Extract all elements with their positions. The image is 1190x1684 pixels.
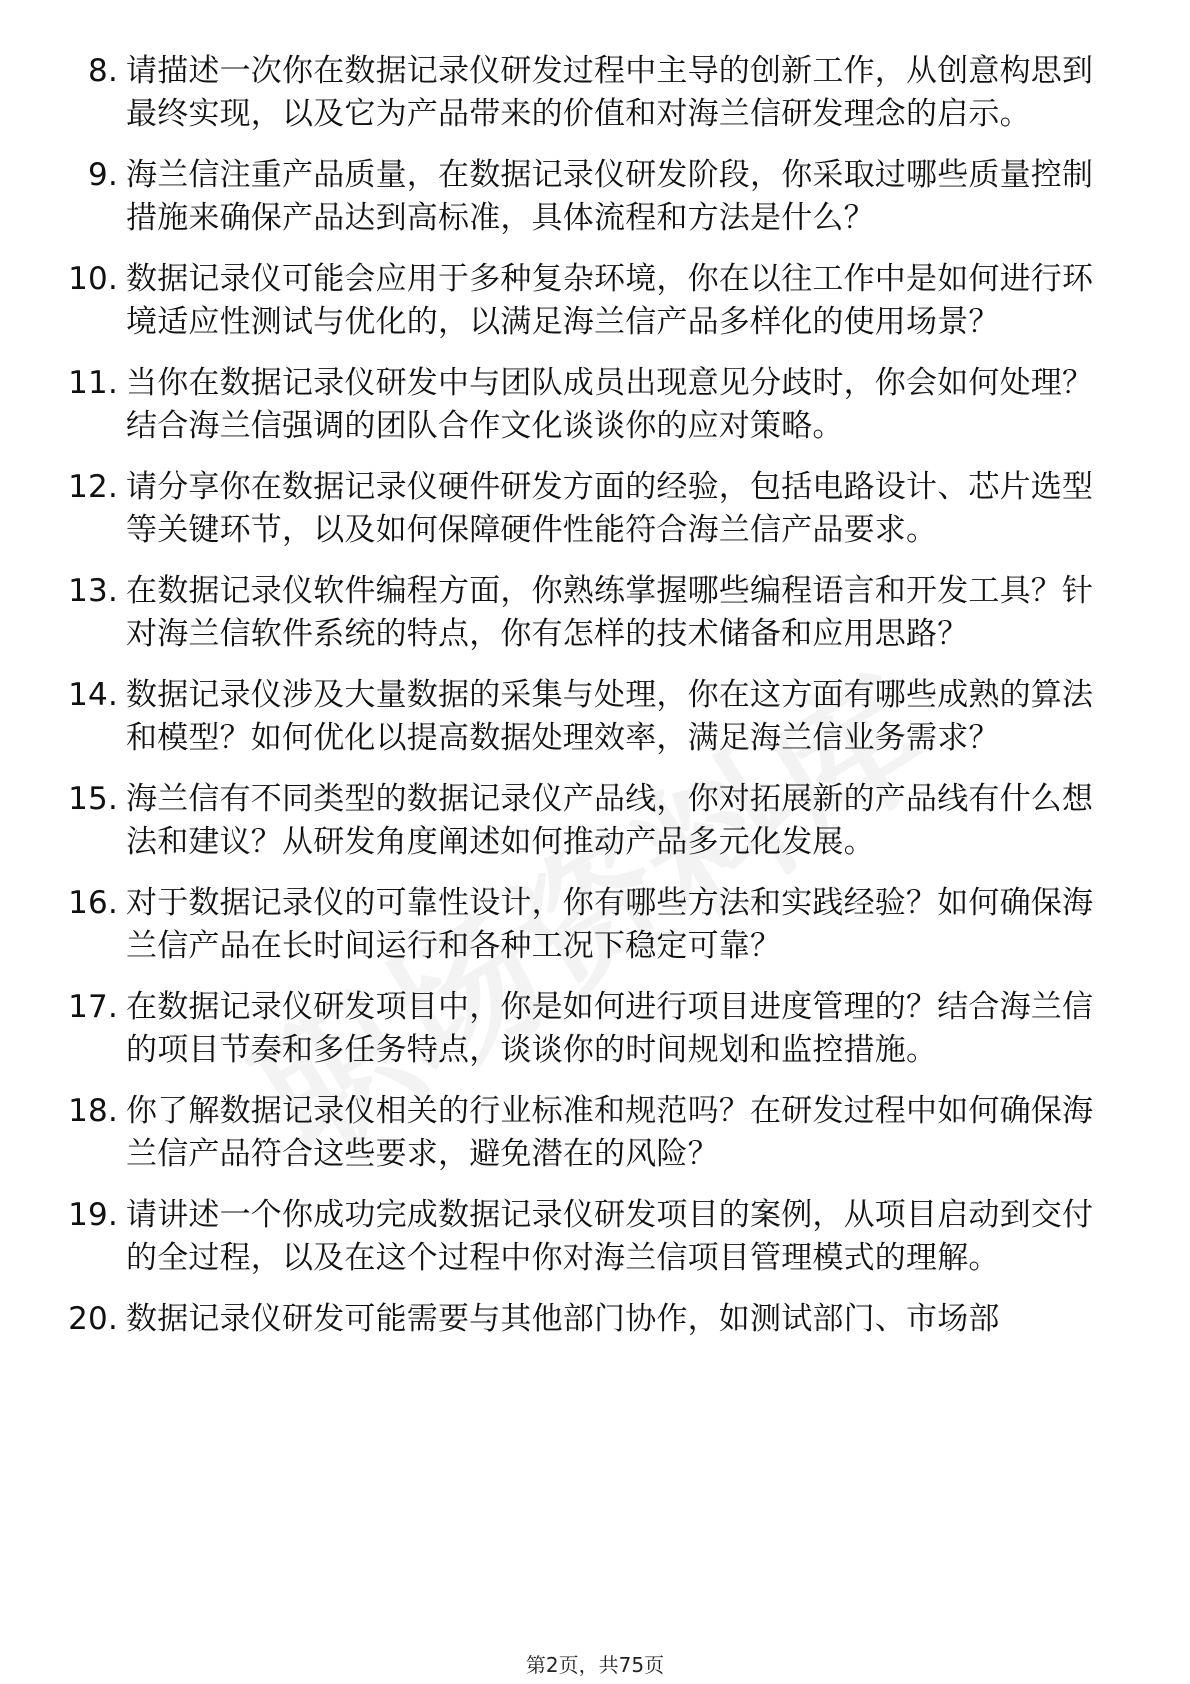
question-number: 20. — [68, 1301, 118, 1337]
page-footer: 第2页，共75页 — [525, 1653, 665, 1677]
question-text: 海兰信有不同类型的数据记录仪产品线，你对拓展新的产品线有什么想法和建议？从研发角度阐述如何推动产品多元化发展。 — [126, 781, 1094, 860]
question-number: 12. — [68, 469, 118, 505]
question-item — [58, 154, 1118, 240]
question-item — [58, 1090, 1118, 1176]
question-item — [58, 882, 1118, 968]
question-text: 请描述一次你在数据记录仪研发过程中主导的创新工作，从创意构思到最终实现，以及它为产品带来的价值和对海兰信研发理念的启示。 — [126, 53, 1094, 132]
question-item — [58, 466, 1118, 552]
question-item — [58, 674, 1118, 760]
question-text: 你了解数据记录仪相关的行业标准和规范吗？在研发过程中如何确保海兰信产品符合这些要求，避免潜在的风险？ — [126, 1093, 1094, 1172]
question-item — [58, 986, 1118, 1072]
question-text: 在数据记录仪软件编程方面，你熟练掌握哪些编程语言和开发工具？针对海兰信软件系统的特点，你有怎样的技术储备和应用思路？ — [126, 573, 1094, 652]
question-item — [58, 778, 1118, 864]
question-number: 19. — [68, 1197, 118, 1233]
question-item — [58, 50, 1118, 136]
question-item — [58, 1194, 1118, 1280]
question-number: 16. — [68, 885, 118, 921]
question-number: 10. — [68, 261, 118, 297]
question-text: 数据记录仪涉及大量数据的采集与处理，你在这方面有哪些成熟的算法和模型？如何优化以提高数据处理效率，满足海兰信业务需求？ — [126, 677, 1094, 756]
question-number: 11. — [68, 365, 118, 401]
question-text: 请讲述一个你成功完成数据记录仪研发项目的案例，从项目启动到交付的全过程，以及在这个过程中你对海兰信项目管理模式的理解。 — [126, 1197, 1094, 1276]
question-text: 请分享你在数据记录仪硬件研发方面的经验，包括电路设计、芯片选型等关键环节，以及如何保障硬件性能符合海兰信产品要求。 — [126, 469, 1094, 548]
question-item — [58, 570, 1118, 656]
question-item — [58, 258, 1118, 344]
question-text: 对于数据记录仪的可靠性设计，你有哪些方法和实践经验？如何确保海兰信产品在长时间运行和各种工况下稳定可靠？ — [126, 885, 1094, 964]
question-text: 海兰信注重产品质量，在数据记录仪研发阶段，你采取过哪些质量控制措施来确保产品达到高标准，具体流程和方法是什么？ — [126, 157, 1094, 236]
question-number: 8. — [88, 53, 118, 89]
question-number: 17. — [68, 989, 118, 1025]
question-number: 18. — [68, 1093, 118, 1129]
question-number: 9. — [88, 157, 118, 193]
question-text: 数据记录仪可能会应用于多种复杂环境，你在以往工作中是如何进行环境适应性测试与优化的，以满足海兰信产品多样化的使用场景？ — [126, 261, 1094, 340]
question-number: 14. — [68, 677, 118, 713]
question-text: 数据记录仪研发可能需要与其他部门协作，如测试部门、市场部 — [126, 1301, 1000, 1337]
question-item — [58, 1298, 1118, 1341]
question-text: 在数据记录仪研发项目中，你是如何进行项目进度管理的？结合海兰信的项目节奏和多任务特点，谈谈你的时间规划和监控措施。 — [126, 989, 1094, 1068]
question-list — [58, 50, 1118, 1359]
question-item — [58, 362, 1118, 448]
question-text: 当你在数据记录仪研发中与团队成员出现意见分歧时，你会如何处理？结合海兰信强调的团队合作文化谈谈你的应对策略。 — [126, 365, 1094, 444]
question-number: 13. — [68, 573, 118, 609]
question-number: 15. — [68, 781, 118, 817]
